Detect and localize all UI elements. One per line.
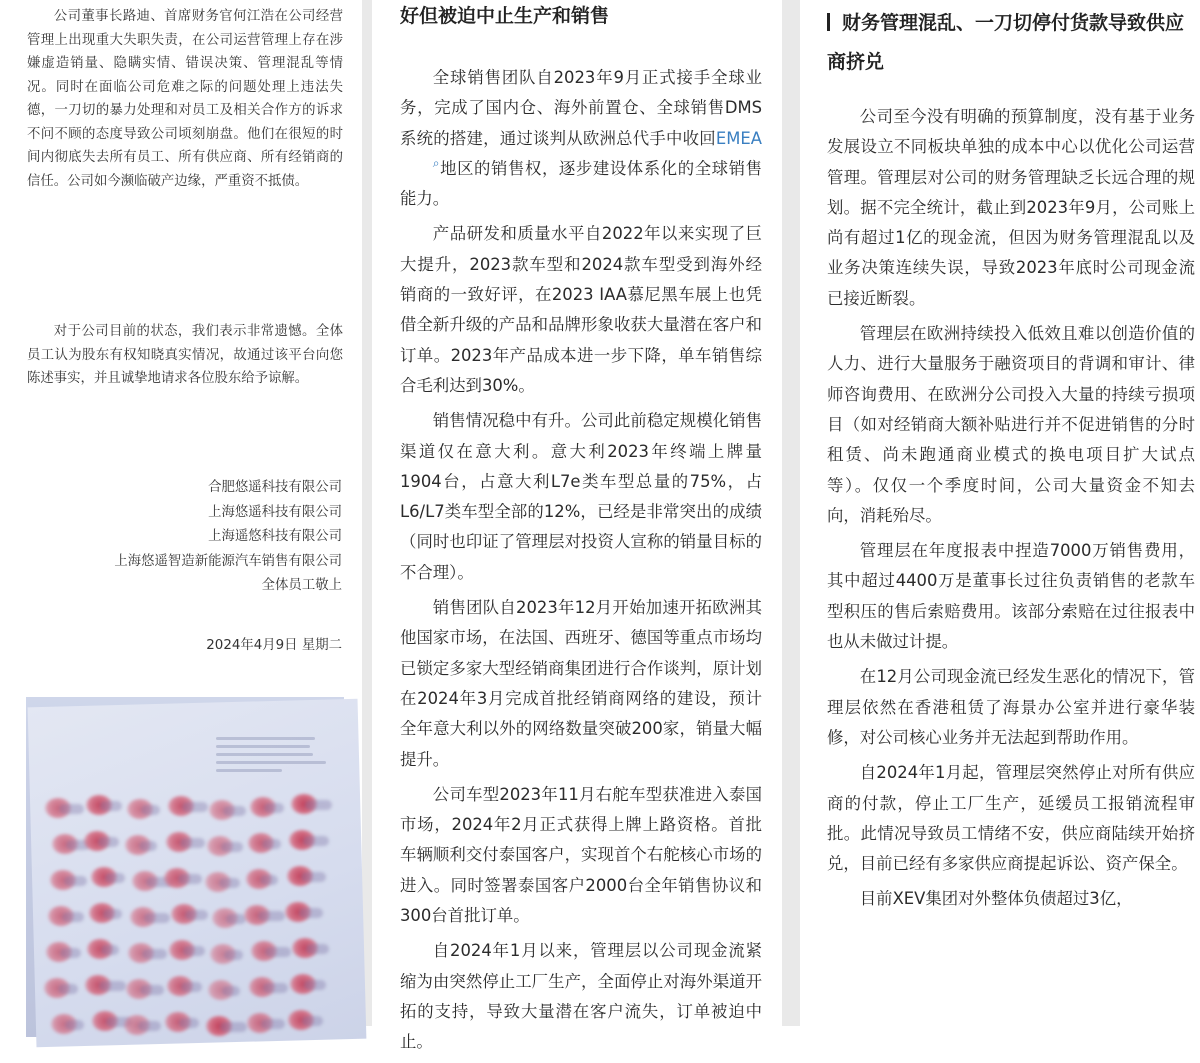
handwritten-signature-mark	[58, 984, 78, 994]
handwritten-signature-mark	[182, 802, 208, 812]
right-paragraph-1: 公司至今没有明确的预算制度，没有基于业务发展设立不同板块单独的成本中心以优化公司运营管理。管理层对公司的财务管理缺乏长远合理的规划。据不完全统计，截止到2023年9月，公司账上尚有超过1亿的现金流，但因为财务管理混乱以及业务决策连续失误，导致2023年底时公司现金流已接近断裂。	[827, 107, 1195, 308]
paragraph-1-text-before: 全球销售团队自2023年9月正式接手全球业务，完成了国内仓、海外前置仓、全球销售DMS系统的搭建，通过谈判从欧洲总代手中收回	[400, 68, 762, 148]
handwritten-signature-mark	[306, 944, 329, 954]
handwritten-signature-mark	[103, 909, 122, 919]
middle-article-body	[400, 63, 762, 1063]
handwritten-signature-mark	[185, 910, 208, 920]
column-gutter-left	[362, 0, 372, 1026]
right-paragraph-3: 管理层在年度报表中捏造7000万销售费用，其中超过4400万是董事长过往负责销售的老款车型积压的售后索赔费用。该部分索赔在过往报表中也从未做过计提。	[827, 541, 1195, 652]
right-paragraph-5: 自2024年1月起，管理层突然停止对所有供应商的付款，停止工厂生产，延缓员工报销流程审批。此情况导致员工情绪不安，供应商陆续开始挤兑，目前已经有多家供应商提起诉讼、资产保全。	[827, 763, 1195, 874]
section-title-text: 财务管理混乱、一刀切停付货款导致供应商挤兑	[827, 12, 1185, 73]
handwritten-signature-mark	[144, 913, 170, 923]
handwritten-signature-mark	[302, 1016, 323, 1026]
right-paragraph-6: 目前XEV集团对外整体负债超过3亿，	[859, 889, 1133, 909]
handwritten-signature-mark	[99, 981, 126, 991]
handwritten-signature-mark	[65, 1020, 84, 1030]
right-paragraph-2: 管理层在欧洲持续投入低效且难以创造价值的人力、进行大量服务于融资项目的背调和审计、律师咨询费用、在欧洲分公司投入大量的持续亏损项目（如对经销商大额补贴进行并不促进销售的分时租赁、尚未跑通商业模式的换电项目扩大试点等）。仅仅一个季度时间，公司大量资金不知去向，消耗殆尽。	[827, 324, 1195, 525]
signature-block	[114, 476, 342, 599]
signatory-company-1: 合肥悠遥科技有限公司	[208, 480, 342, 495]
middle-paragraph-2: 产品研发和质量水平自2022年以来实现了巨大提升，2023款车型和2024款车型受到海外经销商的一致好评，在2023 IAA慕尼黑车展上也凭借全新升级的产品和品牌形象收获大量潜在客户和订单。2023年产品成本进一步下降，单车销售综合毛利达到30%。	[400, 224, 762, 395]
handwritten-signature-mark	[105, 873, 125, 883]
section-title	[827, 4, 1199, 82]
handwritten-signature-mark	[139, 841, 157, 851]
handwritten-signature-mark	[221, 842, 243, 852]
signatory-company-3: 上海遥悠科技有限公司	[208, 529, 342, 544]
right-paragraph-4: 在12月公司现金流已经发生恶化的情况下，管理层依然在香港租赁了海景办公室并进行豪华装修，对公司核心业务并无法起到帮助作用。	[827, 667, 1195, 747]
left-column	[0, 0, 362, 1026]
emea-link[interactable]: EMEA	[715, 128, 762, 148]
signatory-company-4: 上海悠遥智造新能源汽车销售有限公司	[114, 553, 342, 569]
handwritten-signature-mark	[304, 980, 326, 990]
handwritten-signature-mark	[138, 1021, 161, 1031]
right-column	[800, 0, 1200, 1026]
handwritten-signature-mark	[140, 985, 164, 995]
handwritten-signature-mark	[264, 803, 284, 813]
middle-paragraph-3: 销售情况稳中有升。公司此前稳定规模化销售渠道仅在意大利。意大利2023年终端上牌量1904台，占意大利L7e类车型总量的75%，占L6/L7类车型全部的12%，已经是非常突出的成绩（同时也印证了管理层对投资人宣称的销量目标的不合理）。	[400, 411, 762, 582]
handwritten-signature-mark	[226, 914, 246, 924]
column-gutter-right	[782, 0, 800, 1026]
right-article-body	[827, 102, 1195, 920]
handwritten-signature-mark	[303, 836, 329, 846]
handwritten-signature-mark	[222, 986, 240, 996]
middle-column	[372, 0, 782, 1052]
handwritten-signature-mark	[59, 804, 84, 814]
letter-paragraph-2: 对于公司目前的状态，我们表示非常遗憾。全体员工认为股东有权知晓真实情况，故通过该平台向您陈述事实，并且诚挚地请求各位股东给予谅解。	[27, 324, 343, 386]
photo-printed-lines	[216, 737, 326, 777]
handwritten-signature-mark	[261, 1019, 285, 1029]
handwritten-signature-mark	[299, 908, 323, 918]
handwritten-signature-mark	[100, 801, 122, 811]
paragraph-1-text-after: 地区的销售权，逐步建设体系化的全球销售能力。	[400, 158, 762, 209]
handwritten-signature-mark	[220, 1022, 247, 1032]
handwritten-signature-mark	[263, 983, 288, 993]
middle-paragraph-4: 销售团队自2023年12月开始加速开拓欧洲其他国家市场，在法国、西班牙、德国等重点市场均已锁定多家大型经销商集团进行合作谈判，原计划在2024年3月完成首批经销商网络的建设，预计全年意大利以外的网络数量突破200家，销量大幅提升。	[400, 598, 762, 769]
signatory-company-2: 上海悠遥科技有限公司	[208, 504, 342, 520]
search-icon[interactable]: ⌕	[432, 156, 440, 171]
handwritten-signature-mark	[183, 946, 205, 956]
handwritten-signature-mark	[179, 1018, 199, 1028]
handwritten-signature-mark	[258, 911, 285, 921]
handwritten-signature-mark	[224, 950, 243, 960]
handwritten-signature-mark	[260, 875, 278, 885]
letter-paragraph-1: 公司董事长路迪、首席财务官何江浩在公司经营管理上出现重大失职失责，在公司运营管理上存在涉嫌虚造销量、隐瞒实情、错误决策、管理混乱等情况。同时在面临公司危难之际的问题处理上违法失德，一刀切的暴力处理和对员工及相关合作方的诉求不问不顾的态度导致公司顷刻崩盘。他们在很短的时间内彻底失去所有员工、所有供应商、所有经销商的信任。公司如今濒临破产边缘，严重资不抵债。	[27, 9, 343, 189]
letter-date: 2024年4月9日 星期二	[206, 638, 342, 653]
handwritten-signature-mark	[60, 948, 81, 958]
middle-paragraph-6: 自2024年1月以来，管理层以公司现金流紧缩为由突然停止工厂生产，全面停止对海外渠道开拓的支持，导致大量潜在客户流失，订单被迫中止。	[400, 941, 762, 1052]
handwritten-signature-mark	[262, 839, 281, 849]
handwritten-signature-mark	[142, 949, 167, 959]
handwritten-signature-mark	[101, 945, 119, 955]
section-title-continued: 好但被迫中止生产和销售	[400, 5, 610, 27]
handwritten-signature-mark	[181, 982, 202, 992]
middle-paragraph-5: 公司车型2023年11月右舵车型获准进入泰国市场，2024年2月正式获得上牌上路资格。首批车辆顺利交付泰国客户，实现首个右舵核心市场的进入。同时签署泰国客户2000台全年销售协议和300台首批订单。	[400, 784, 762, 926]
title-accent-bar	[827, 13, 830, 31]
handwritten-signature-mark	[178, 874, 202, 884]
handwritten-signature-mark	[265, 947, 291, 957]
handwritten-signature-mark	[62, 912, 84, 922]
handwritten-signature-mark	[64, 876, 87, 886]
signed-document-photo	[26, 697, 344, 1037]
handwritten-signature-mark	[141, 805, 160, 815]
handwritten-signature-mark	[305, 800, 332, 810]
signatory-employees: 全体员工敬上	[261, 578, 342, 593]
handwritten-signature-mark	[219, 878, 240, 888]
handwritten-signature-mark	[98, 837, 119, 847]
middle-paragraph-1	[400, 63, 762, 214]
handwritten-signature-mark	[301, 872, 326, 882]
handwritten-signature-mark	[180, 838, 205, 848]
handwritten-signature-mark	[223, 806, 246, 816]
